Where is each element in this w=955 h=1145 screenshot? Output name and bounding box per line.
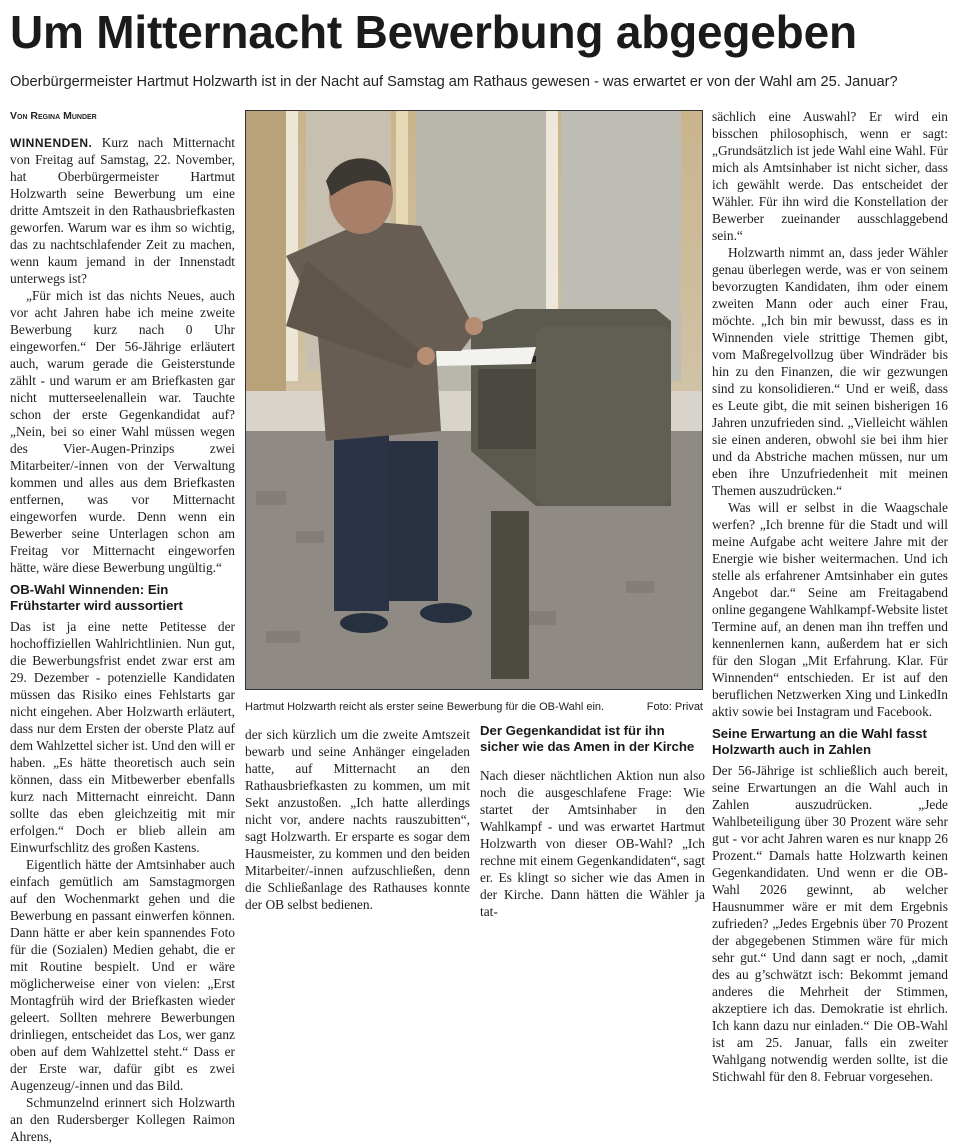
photo-credit: Foto: Privat [646, 701, 703, 713]
article-photo [245, 110, 703, 690]
byline: Von Regina Munder [10, 110, 97, 122]
paragraph: Holzwarth nimmt an, dass jeder Wähler genau überlegen werde, was er von seinem bevorzugten Kandidaten, ihm oder einem zweiten Mann oder auch einer Frau, möchte. „Ich bin mir bewusst, dass es in Winnenden viele strittige Themen gibt, vom Maßregelvollzug über Windräder bis hin zu den Finanzen, die wir gezwungen sind zu konsolidieren.“ Und er weiß, dass es Leute gibt, die mit seinen bisherigen 16 Jahren unzufrieden sind. „Vielleicht wählen sie einen anderen, obwohl sie bei ihm hier und da Abstriche machen müssen, nur um eben ihre Unzufriedenheit mit meinen Themen auszudrücken.“ [712, 245, 948, 498]
subheading: Seine Erwartung an die Wahl fasst Holzwarth auch in Zahlen [712, 726, 927, 757]
lead-paragraph [10, 134, 235, 287]
subtitle: Oberbürgermeister Hartmut Holzwarth ist in der Nacht auf Samstag am Rathaus gewesen - was erwartet er von der Wahl am 25. Januar? [10, 74, 898, 90]
paragraph: Der 56-Jährige ist schließlich auch bereit, seine Erwartungen an die Wahl auch in Zahlen auszudrücken. „Jede Wahlbeteiligung über 30 Prozent wäre sehr gut - vor acht Jahren waren es nur knapp 26 Prozent.“ Damals hatte Holzwarth keinen Gegenkandidaten. Und wenn er die OB-Wahl 2026 gewinnt, ab welcher Hausnummer wäre er mit dem Ergebnis zufrieden? „Jedes Ergebnis über 70 Prozent der abgegebenen Stimmen wäre für mich sehr gut.“ Und dann sagt er noch, „damit des au g’schwätzt isch: Bekommt jemand anderes die Mehrheit der Stimmen, akzeptiere ich das. Demokratie ist ehrlich. Ich kann dazu nur einladen.“ Die OB-Wahl ist am 25. Januar, falls ein zweiter Wahlgang notwendig werden sollte, ist die Stichwahl für den 8. Februar vorgesehen. [712, 763, 948, 1084]
photo-caption-bar [245, 700, 703, 714]
paragraph: Das ist ja eine nette Petitesse der hochoffiziellen Wahlrichtlinien. Nun gut, die Bewerbungsfrist endet zwar erst am 29. Dezember - potenzielle Kandidaten müssen das Risiko eines Fehlstarts gar nicht eingehen. Aber Holzwarth erläutert, dass nur dem Ersten der oberste Platz auf dem Wahlzettel sicher ist. Und den will er haben. „Es hätte theoretisch auch sein können, dass ein Mitbewerber ebenfalls kurz nach Mitternacht einreicht. Dann sollte das eben gleichzeitig mit mir erfolgen.“ Doch er blieb allein am Einwurfschlitz des großen Kastens. [10, 619, 235, 855]
paragraph: Was will er selbst in die Waagschale werfen? „Ich brenne für die Stadt und will meine Aufgabe acht weitere Jahre mit der Energie wie bisher weitermachen. Und ich stelle als erfahrener Amtsinhaber ein gutes Angebot dar.“ Seine am Freitagabend online gegangene Wahlkampf-Website listet Termine auf, an denen man ihn treffen und kennenlernen kann, außerdem hat er sich für den Slogan „Mit Erfahrung. Klar. Für Winnenden“ entschieden. Er ist auf den beruflichen Netzwerken Xing und LinkedIn aktiv sowie bei Instagram und Facebook. [712, 500, 948, 719]
subheading: OB-Wahl Winnenden: Ein Frühstarter wird aussortiert [10, 582, 183, 613]
headline: Um Mitternacht Bewerbung abgegeben [10, 6, 857, 58]
photo-caption: Hartmut Holzwarth reicht als erster seine Bewerbung für die OB-Wahl ein. [245, 701, 605, 713]
middle-column [245, 726, 470, 913]
lead-text: Kurz nach Mitternacht von Freitag auf Samstag, 22. November, hat Oberbürgermeister Hartmut Holzwarth seine Bewerbung um eine dritte Amtszeit in den Rathausbriefkasten geworfen. Warum war es ihm so wichtig, das zu nachtschlafender Zeit zu machen, wenn kaum jemand in der Innenstadt unterwegs ist? [10, 135, 235, 286]
paragraph: Eigentlich hätte der Amtsinhaber auch einfach gemütlich am Samstagmorgen auf den Wochenmarkt gehen und die Bewerbung en passant einwerfen können. Dann hätte er aber kein spannendes Foto für die (Sozialen) Medien gehabt, die er mit Routine bespielt. Und er wäre möglicherweise einer von vielen: „Erst Montagfrüh wird der Briefkasten wieder geleert. Sollten mehrere Bewerbungen drinliegen, entscheidet das Los, wer ganz oben auf dem Wahlzettel steht.“ Dass er der Erste war, dafür gibt es zwei Augenzeug/-innen und das Bild. [10, 857, 235, 1093]
photo-man-at-mailbox [246, 111, 702, 689]
paragraph: der sich kürzlich um die zweite Amtszeit bewarb und seine Anhänger eingeladen hatte, auf Mitternacht an den Rathausbriefkasten zu kommen, um mit Sekt anzustoßen. „Ich hatte allerdings nicht vor, andere nachts rauszubitten“, sagt Holzwarth. Er ersparte es sogar dem Hausmeister, zu kommen und den beiden Mitarbeiter/-innen aufzuschließen, denn die Schließanlage des Rathauses konnte der OB selbst bedienen. [245, 727, 470, 912]
dateline: WINNENDEN. [10, 136, 93, 150]
subheading: Der Gegenkandidat ist für ihn sicher wie das Amen in der Kirche [480, 723, 695, 754]
left-column [10, 134, 235, 1145]
paragraph: sächlich eine Auswahl? Er wird ein bisschen philosophisch, wenn er sagt: „Grundsätzlich ist jede Wahl eine Wahl. Für mich als Amtsinhaber ist nicht sicher, dass ich gewählt werde. Das entscheidet der Wähler. Für ihn wird die Konstellation der Bewerber zueinander ausschlaggebend sein.“ [712, 109, 948, 243]
right-column [712, 108, 948, 1085]
third-column [480, 723, 705, 920]
paragraph: Nach dieser nächtlichen Aktion nun also noch die ausgeschlafene Frage: Wie startet der Amtsinhaber in den Wahlkampf - und was erwartet Hartmut Holzwarth von dieser OB-Wahl? „Ich rechne mit einem Gegenkandidaten“, sagt er. Es klingt so sicher wie das Amen in der Kirche. Dann hätten die Wähler ja tat- [480, 768, 705, 919]
paragraph: „Für mich ist das nichts Neues, auch vor acht Jahren habe ich meine zweite Bewerbung kurz nach 0 Uhr eingeworfen.“ Der 56-Jährige erläutert auch, warum gerade die Geisterstunde zählt - und warum er am Briefkasten gar nicht mutterseelenallein war. Tauchte schon der erste Gegenkandidat auf? „Nein, bei so einer Wahl müssen wegen des Vier-Augen-Prinzips zwei Mitarbeiter/-innen von der Verwaltung kommen und alles aus dem Briefkasten entfernen, was vor Mitternacht eingeworfen wurde. Denn wenn ein Bewerber seine Unterlagen schon am Freitag vor Mitternacht eingeworfen hätte, wäre diese Bewerbung ungültig.“ [10, 288, 235, 575]
paragraph: Schmunzelnd erinnert sich Holzwarth an den Rudersberger Kollegen Raimon Ahrens, [10, 1095, 235, 1144]
